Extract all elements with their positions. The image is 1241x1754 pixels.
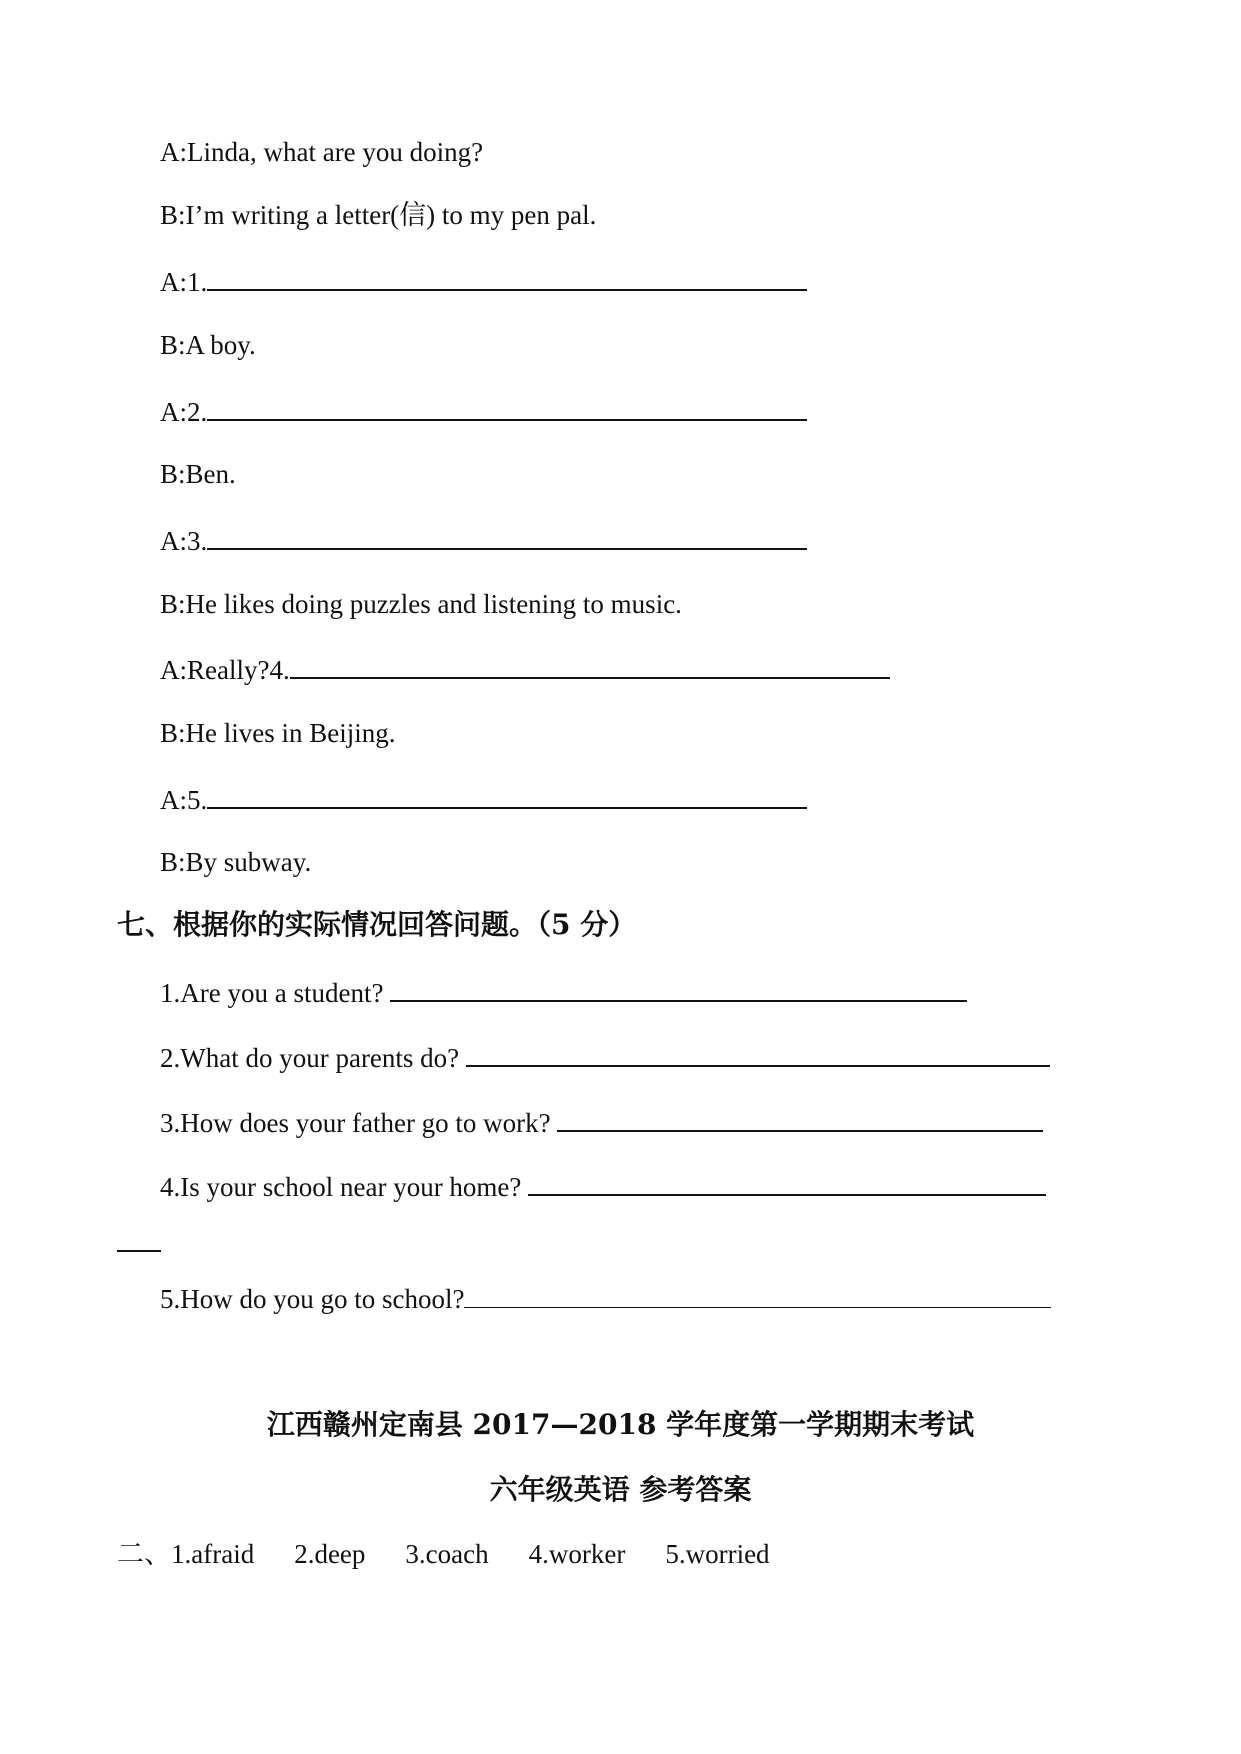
answer-blank[interactable]	[466, 1039, 1050, 1067]
dialogue-text: B:By subway.	[160, 847, 312, 877]
answer-blank[interactable]	[207, 522, 807, 550]
dialogue-text: B:He lives in Beijing.	[160, 718, 396, 748]
answer-blank[interactable]	[464, 1281, 1051, 1308]
question-text: 3.How does your father go to work?	[160, 1108, 558, 1138]
dialogue-text: B:He likes doing puzzles and listening to music.	[160, 589, 682, 619]
answer-key-title: 江西赣州定南县 2017—2018 学年度第一学期期末考试	[266, 1408, 975, 1441]
answer-key-subtitle: 六年级英语 参考答案	[489, 1473, 752, 1506]
question-text: 1.Are you a student?	[160, 978, 391, 1008]
dialogue-line-7	[160, 522, 807, 558]
dialogue-line-6	[160, 457, 236, 491]
answer-blank[interactable]	[528, 1168, 1046, 1196]
dialogue-text: B:Ben.	[160, 459, 236, 489]
answer-item: 2.deep	[294, 1539, 366, 1569]
dialogue-text: B:A boy.	[160, 330, 256, 360]
question-text: 2.What do your parents do?	[160, 1043, 466, 1073]
dialogue-text: A:Really?4.	[160, 655, 290, 685]
dialogue-line-11	[160, 781, 807, 817]
answer-blank[interactable]	[290, 651, 890, 679]
dialogue-text: A:Linda, what are you doing?	[160, 137, 484, 167]
dialogue-line-4	[160, 328, 256, 362]
dialogue-text: B:I’m writing a letter(信) to my pen pal.	[160, 200, 597, 230]
question-1	[160, 974, 967, 1010]
answer-blank[interactable]	[557, 1104, 1043, 1132]
dialogue-line-9	[160, 651, 890, 687]
answer-item: 5.worried	[665, 1539, 770, 1569]
dialogue-line-1	[160, 135, 483, 169]
answer-blank[interactable]	[207, 393, 807, 421]
dialogue-line-3	[160, 263, 807, 299]
dialogue-text: A:1.	[160, 267, 208, 297]
question-text: 5.How do you go to school?	[160, 1284, 465, 1314]
question-5	[160, 1281, 1051, 1316]
section-7-title: 七、根据你的实际情况回答问题。（5 分）	[117, 908, 637, 941]
dialogue-line-10	[160, 716, 396, 750]
dialogue-line-8	[160, 587, 682, 621]
answer-item: 4.worker	[528, 1539, 626, 1569]
question-4	[160, 1168, 1046, 1204]
answer-blank-continuation[interactable]	[117, 1250, 161, 1252]
answer-blank[interactable]	[207, 263, 807, 291]
answer-blank[interactable]	[390, 974, 967, 1002]
question-2	[160, 1039, 1050, 1075]
dialogue-text: A:3.	[160, 526, 208, 556]
dialogue-line-2	[160, 198, 596, 232]
dialogue-line-12	[160, 845, 311, 879]
question-text: 4.Is your school near your home?	[160, 1172, 529, 1202]
dialogue-text: A:5.	[160, 785, 208, 815]
dialogue-text: A:2.	[160, 397, 208, 427]
section-2-answers	[117, 1537, 770, 1571]
question-3	[160, 1104, 1043, 1140]
answer-item: 1.afraid	[171, 1539, 255, 1569]
answer-blank[interactable]	[207, 781, 807, 809]
dialogue-line-5	[160, 393, 807, 429]
answer-item: 3.coach	[405, 1539, 489, 1569]
section-2-label: 二、	[117, 1539, 171, 1569]
